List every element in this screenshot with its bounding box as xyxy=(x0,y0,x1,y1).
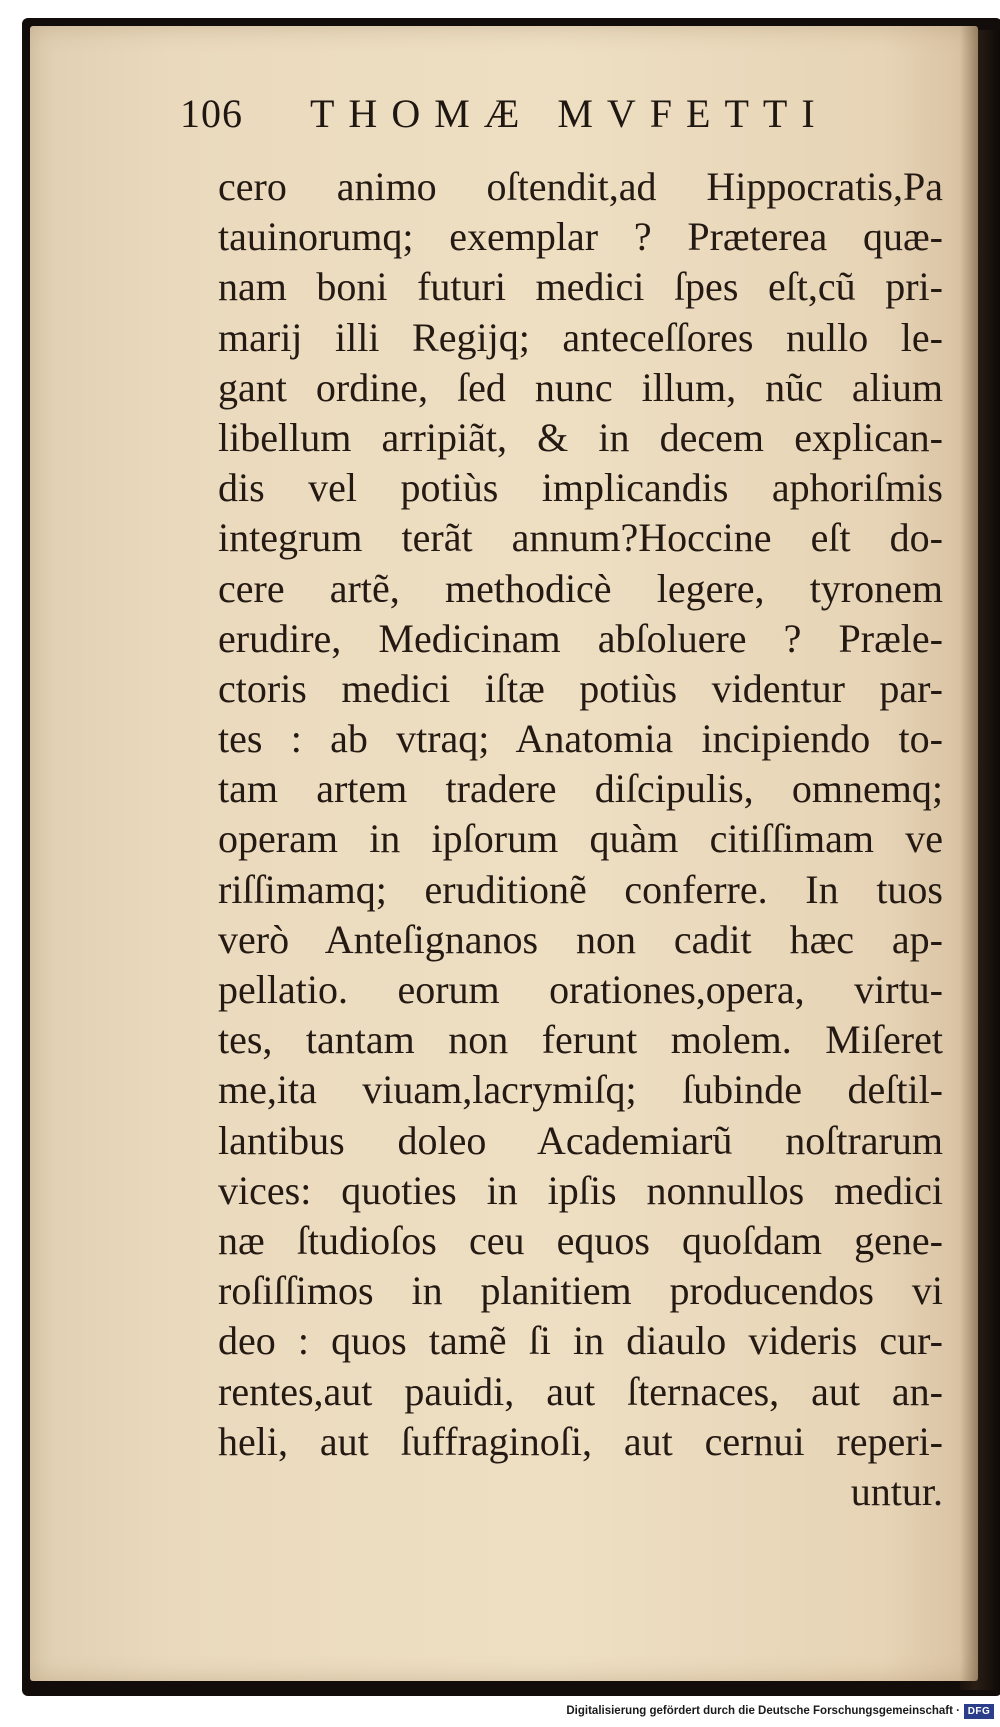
text-line: erudire, Medicinam abſoluere ? Præle- xyxy=(218,615,943,661)
text-line: marij illi Regijq; anteceſſores nullo le- xyxy=(218,314,943,360)
text-line: riſſimamq; eruditionẽ conferre. In tuos xyxy=(218,866,943,912)
page-number: 106 xyxy=(180,91,243,136)
text-line: verò Anteſignanos non cadit hæc ap- xyxy=(218,916,943,962)
text-line: operam in ipſorum quàm citiſſimam ve xyxy=(218,816,943,862)
text-line: vices: quoties in ipſis nonnullos medici xyxy=(218,1167,943,1213)
catchword: untur. xyxy=(850,1468,943,1514)
text-line: gant ordine, ſed nunc illum, nũc alium xyxy=(218,364,943,410)
text-line: tes : ab vtraq; Anatomia incipiendo to- xyxy=(218,716,943,762)
text-line: tauinorumq; exemplar ? Præterea quæ- xyxy=(218,214,943,260)
page-header xyxy=(180,90,900,150)
text-line: pellatio. eorum orationes,opera, virtu- xyxy=(218,967,943,1012)
page-shadow xyxy=(960,26,978,1681)
running-title: THOMÆ MVFETTI xyxy=(310,91,829,136)
text-line: deo : quos tamẽ ſi in diaulo videris cur- xyxy=(218,1318,943,1364)
text-line: nam boni futuri medici ſpes eſt,cũ pri- xyxy=(218,264,943,310)
body-text xyxy=(218,162,943,1517)
text-line: integrum terãt annum?Hoccine eſt do- xyxy=(218,515,943,561)
text-line: cere artẽ, methodicè legere, tyronem xyxy=(218,565,943,611)
text-line: dis vel potiùs implicandis aphoriſmis xyxy=(218,465,943,511)
text-line: libellum arripiãt, & in decem explican- xyxy=(218,414,943,460)
text-line: me,ita viuam,lacrymiſq; ſubinde deſtil- xyxy=(218,1067,943,1113)
text-line: heli, aut ſuffraginoſi, aut cernui reperi- xyxy=(218,1418,943,1464)
text-line: cero animo oſtendit,ad Hippocratis,Pa xyxy=(218,164,943,209)
dfg-logo: DFG xyxy=(964,1704,994,1719)
text-line: næ ſtudioſos ceu equos quoſdam gene- xyxy=(218,1217,943,1263)
text-line: tes, tantam non ferunt molem. Miſeret xyxy=(218,1017,943,1063)
text-line: tam artem tradere diſcipulis, omnemq; xyxy=(218,766,943,812)
text-line: lantibus doleo Academiarũ noſtrarum xyxy=(218,1117,943,1163)
digitization-credit: Digitalisierung gefördert durch die Deutsche Forschungsgemeinschaft · xyxy=(566,1705,960,1717)
text-line: ctoris medici iſtæ potiùs videntur par- xyxy=(218,665,943,711)
text-line: rentes,aut pauidi, aut ſternaces, aut an- xyxy=(218,1368,943,1414)
text-line: roſiſſimos in planitiem producendos vi xyxy=(218,1268,943,1314)
